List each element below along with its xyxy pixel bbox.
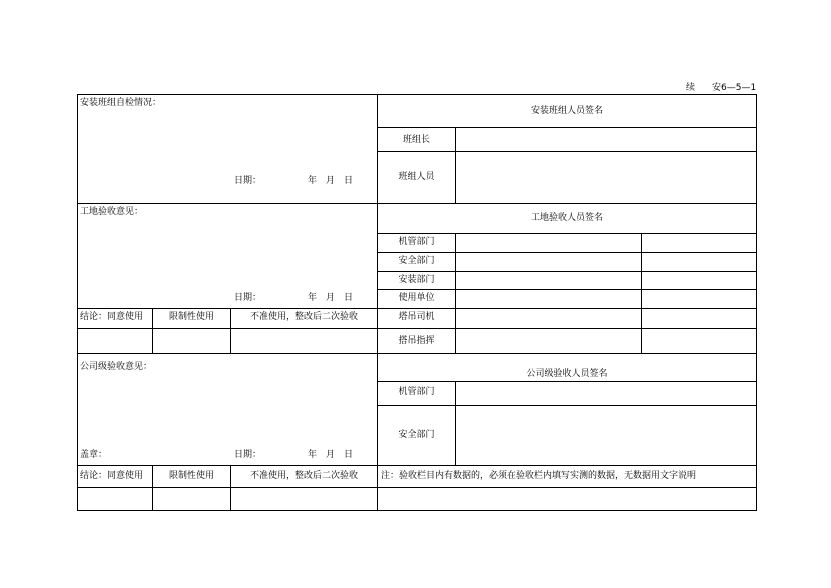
site-date-ymd: 年 月 日 [308, 293, 354, 303]
row-label-team-leader: 班组长 [402, 135, 430, 145]
install-date-label: 日期： [234, 176, 262, 186]
row-label-install-dept: 安装部门 [398, 275, 435, 285]
site-conclusion-agree: 结论：同意使用 [80, 312, 144, 322]
team-leader-signature-field[interactable] [456, 128, 756, 151]
site-acceptance-signature-title: 工地验收人员签名 [530, 213, 603, 223]
row-label-team-members: 班组人员 [398, 172, 435, 182]
site-acceptance-opinion-title: 工地验收意见： [80, 207, 144, 217]
continued-label: 续 [686, 83, 696, 93]
row-label-machinery-dept: 机管部门 [398, 237, 435, 247]
acceptance-note: 注：验收栏目内有数据的，必须在验收栏内填写实测的数据，无数据用文字说明 [381, 471, 697, 481]
company-conclusion-forbidden: 不准使用，整改后二次验收 [249, 471, 358, 481]
row-label-safety-dept: 安全部门 [398, 256, 435, 266]
company-acceptance-opinion-title: 公司级验收意见： [80, 362, 153, 372]
seal-label: 盖章： [80, 450, 108, 460]
company-date-label: 日期： [234, 450, 262, 460]
company-conclusion-limited: 限制性使用 [168, 471, 214, 481]
company-date-ymd: 年 月 日 [308, 450, 354, 460]
row-label-user-unit: 使用单位 [398, 293, 435, 303]
install-team-signature-title: 安装班组人员签名 [530, 106, 603, 116]
form-code: 安6—5—1 [712, 83, 757, 93]
row-label-crane-driver: 塔吊司机 [398, 312, 435, 322]
site-date-label: 日期： [234, 293, 262, 303]
site-conclusion-limited: 限制性使用 [168, 312, 214, 322]
row-label-crane-signaler: 搭吊指挥 [398, 336, 435, 346]
company-acceptance-signature-title: 公司级验收人员签名 [526, 369, 608, 379]
row-label-company-safety-dept: 安全部门 [398, 430, 435, 440]
install-date-ymd: 年 月 日 [308, 176, 354, 186]
row-label-company-machinery-dept: 机管部门 [398, 387, 435, 397]
team-members-signature-field[interactable] [456, 152, 756, 203]
site-conclusion-forbidden: 不准使用，整改后二次验收 [249, 312, 358, 322]
company-conclusion-agree: 结论：同意使用 [80, 471, 144, 481]
install-team-selfcheck-title: 安装班组自检情况： [80, 98, 162, 108]
